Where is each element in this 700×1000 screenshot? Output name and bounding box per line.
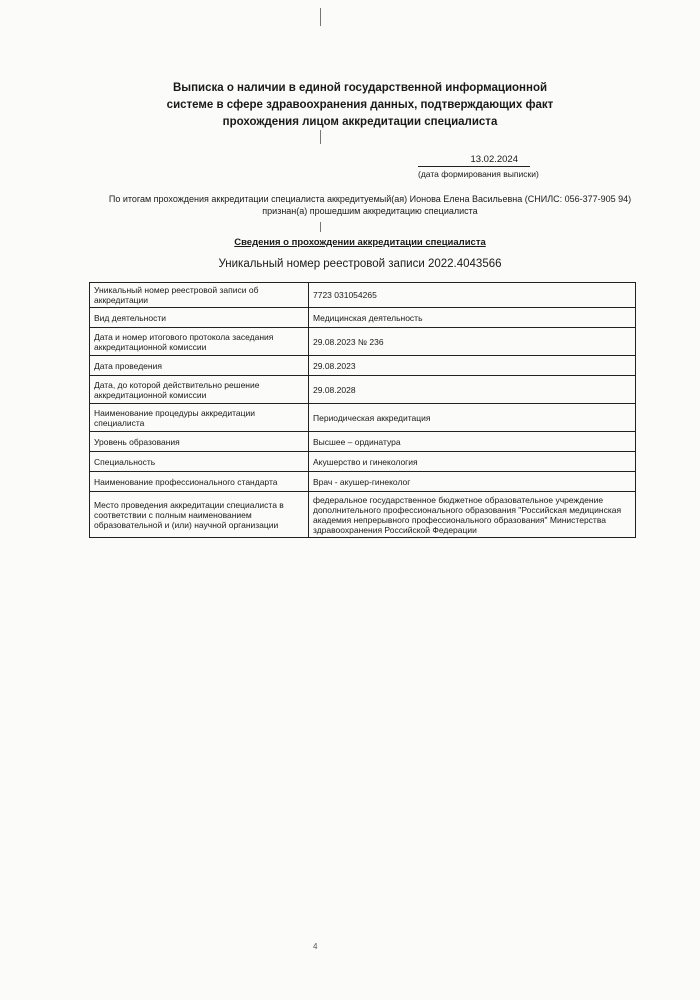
record-number-heading: Уникальный номер реестровой записи 2022.4043566 bbox=[218, 258, 502, 270]
row-value: Медицинская деятельность bbox=[309, 308, 636, 328]
table-row bbox=[90, 432, 636, 452]
row-label: Место проведения аккредитации специалиста в соответствии с полным наименованием образовательной и (или) научной организации bbox=[90, 492, 309, 538]
table-row bbox=[90, 404, 636, 432]
table-row bbox=[90, 308, 636, 328]
row-label: Дата и номер итогового протокола заседания аккредитационной комиссии bbox=[90, 328, 309, 356]
table-row bbox=[90, 376, 636, 404]
section-heading: Сведения о прохождении аккредитации специалиста bbox=[234, 237, 486, 248]
intro-line: признан(а) прошедшим аккредитацию специалиста bbox=[262, 206, 478, 216]
intro-paragraph bbox=[90, 193, 650, 217]
row-label: Вид деятельности bbox=[90, 308, 309, 328]
row-value: 29.08.2028 bbox=[309, 376, 636, 404]
table-row bbox=[90, 356, 636, 376]
row-value: 29.08.2023 bbox=[309, 356, 636, 376]
document-title-line: системе в сфере здравоохранения данных, подтверждающих факт bbox=[166, 99, 554, 111]
table-row bbox=[90, 283, 636, 308]
row-label: Наименование процедуры аккредитации специалиста bbox=[90, 404, 309, 432]
row-value: Врач - акушер-гинеколог bbox=[309, 472, 636, 492]
row-label: Специальность bbox=[90, 452, 309, 472]
row-value: федеральное государственное бюджетное образовательное учреждение дополнительного профессионального образования "Российская медицинская академия непрерывного профессионального образования" Министерства здравоохранения Российской Федерации bbox=[309, 492, 636, 538]
extract-date: 13.02.2024 bbox=[418, 154, 530, 167]
document-title-line: Выписка о наличии в единой государственной информационной bbox=[172, 82, 548, 94]
table-row bbox=[90, 472, 636, 492]
row-value: 7723 031054265 bbox=[309, 283, 636, 308]
row-value: Акушерство и гинекология bbox=[309, 452, 636, 472]
extract-date-caption: (дата формирования выписки) bbox=[418, 169, 539, 179]
scan-artifact-mark bbox=[320, 8, 321, 26]
scan-artifact-mark bbox=[320, 222, 321, 232]
row-label: Дата, до которой действительно решение аккредитационной комиссии bbox=[90, 376, 309, 404]
row-label: Наименование профессионального стандарта bbox=[90, 472, 309, 492]
accreditation-info-table bbox=[89, 282, 636, 538]
table-row bbox=[90, 452, 636, 472]
row-label: Уровень образования bbox=[90, 432, 309, 452]
table-row bbox=[90, 492, 636, 538]
row-label: Уникальный номер реестровой записи об аккредитации bbox=[90, 283, 309, 308]
row-value: Высшее – ординатура bbox=[309, 432, 636, 452]
extract-date-block bbox=[418, 154, 539, 180]
intro-line: По итогам прохождения аккредитации специалиста аккредитуемый(ая) Ионова Елена Васильевна (СНИЛС: 056-377-905 94) bbox=[108, 194, 632, 204]
table-row bbox=[90, 328, 636, 356]
page-footer-mark: 4 bbox=[313, 942, 318, 951]
document-title bbox=[160, 80, 560, 131]
document-title-line: прохождения лицом аккредитации специалиста bbox=[222, 116, 498, 128]
row-value: 29.08.2023 № 236 bbox=[309, 328, 636, 356]
scan-artifact-mark bbox=[320, 130, 321, 144]
row-value: Периодическая аккредитация bbox=[309, 404, 636, 432]
row-label: Дата проведения bbox=[90, 356, 309, 376]
